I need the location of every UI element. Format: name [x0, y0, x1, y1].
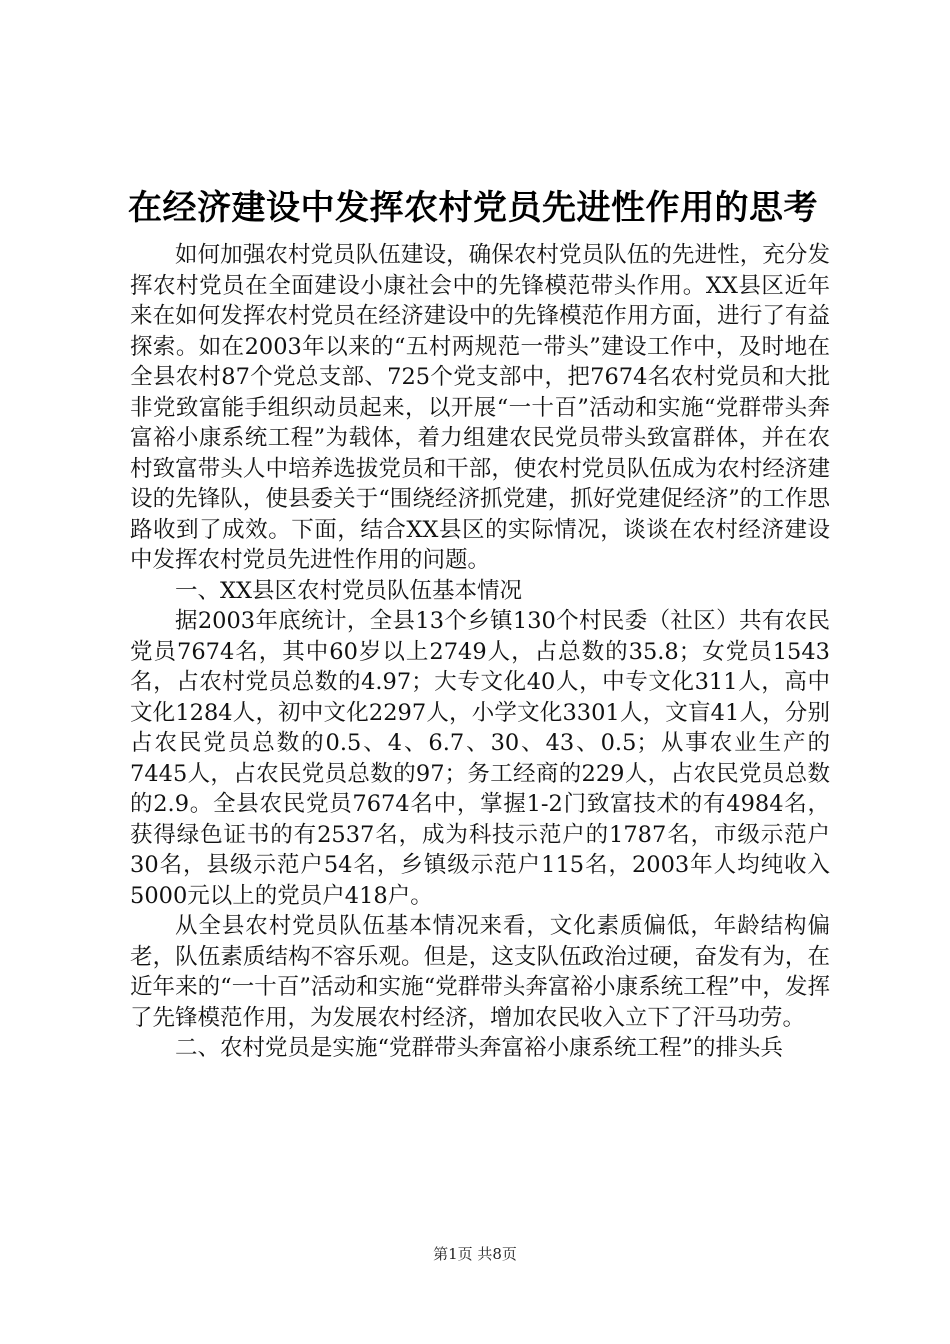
paragraph-intro: 如何加强农村党员队伍建设，确保农村党员队伍的先进性，充分发挥农村党员在全面建设小康社会中的先锋模范带头作用。XX县区近年来在如何发挥农村党员在经济建设中的先锋模范作用方面，进行了有益探索。如在2003年以来的“五村两规范一带头”建设工作中，及时地在全县农村87个党总支部、725个党支部中，把7674名农村党员和大批非党致富能手组织动员起来，以开展“一十百”活动和实施“党群带头奔富裕小康系统工程”为载体，着力组建农民党员带头致富群体，并在农村致富带头人中培养选拔党员和干部，使农村党员队伍成为农村经济建设的先锋队，使县委关于“围绕经济抓党建，抓好党建促经济”的工作思路收到了成效。下面，结合XX县区的实际情况，谈谈在农村经济建设中发挥农村党员先进性作用的问题。 — [130, 242, 830, 573]
page-number-footer: 第1页 共8页 — [433, 1245, 517, 1263]
section-heading-2: 二、农村党员是实施“党群带头奔富裕小康系统工程”的排头兵 — [175, 1035, 784, 1061]
document-title: 在经济建设中发挥农村党员先进性作用的思考 — [128, 188, 818, 228]
paragraph-assessment: 从全县农村党员队伍基本情况来看，文化素质偏低，年龄结构偏老，队伍素质结构不容乐观。但是，这支队伍政治过硬，奋发有为，在近年来的“一十百”活动和实施“党群带头奔富裕小康系统工程”中，发挥了先锋模范作用，为发展农村经济，增加农民收入立下了汗马功劳。 — [130, 913, 830, 1031]
section-heading-1: 一、XX县区农村党员队伍基本情况 — [175, 577, 523, 604]
document-body — [130, 240, 830, 1064]
paragraph-statistics: 据2003年底统计，全县13个乡镇130个村民委（社区）共有农民党员7674名，其中60岁以上2749人，占总数的35.8；女党员1543名，占农村党员总数的4.97；大专文化40人，中专文化311人，高中文化1284人，初中文化2297人，小学文化3301人，文盲41人，分别占农民党员总数的0.5、4、6.7、30、43、0.5；从事农业生产的7445人，占农民党员总数的97；务工经商的229人，占农民党员总数的2.9。全县农民党员7674名中，掌握1-2门致富技术的有4984名，获得绿色证书的有2537名，成为科技示范户的1787名，市级示范户30名，县级示范户54名，乡镇级示范户115名，2003年人均纯收入5000元以上的党员户418户。 — [130, 608, 830, 909]
